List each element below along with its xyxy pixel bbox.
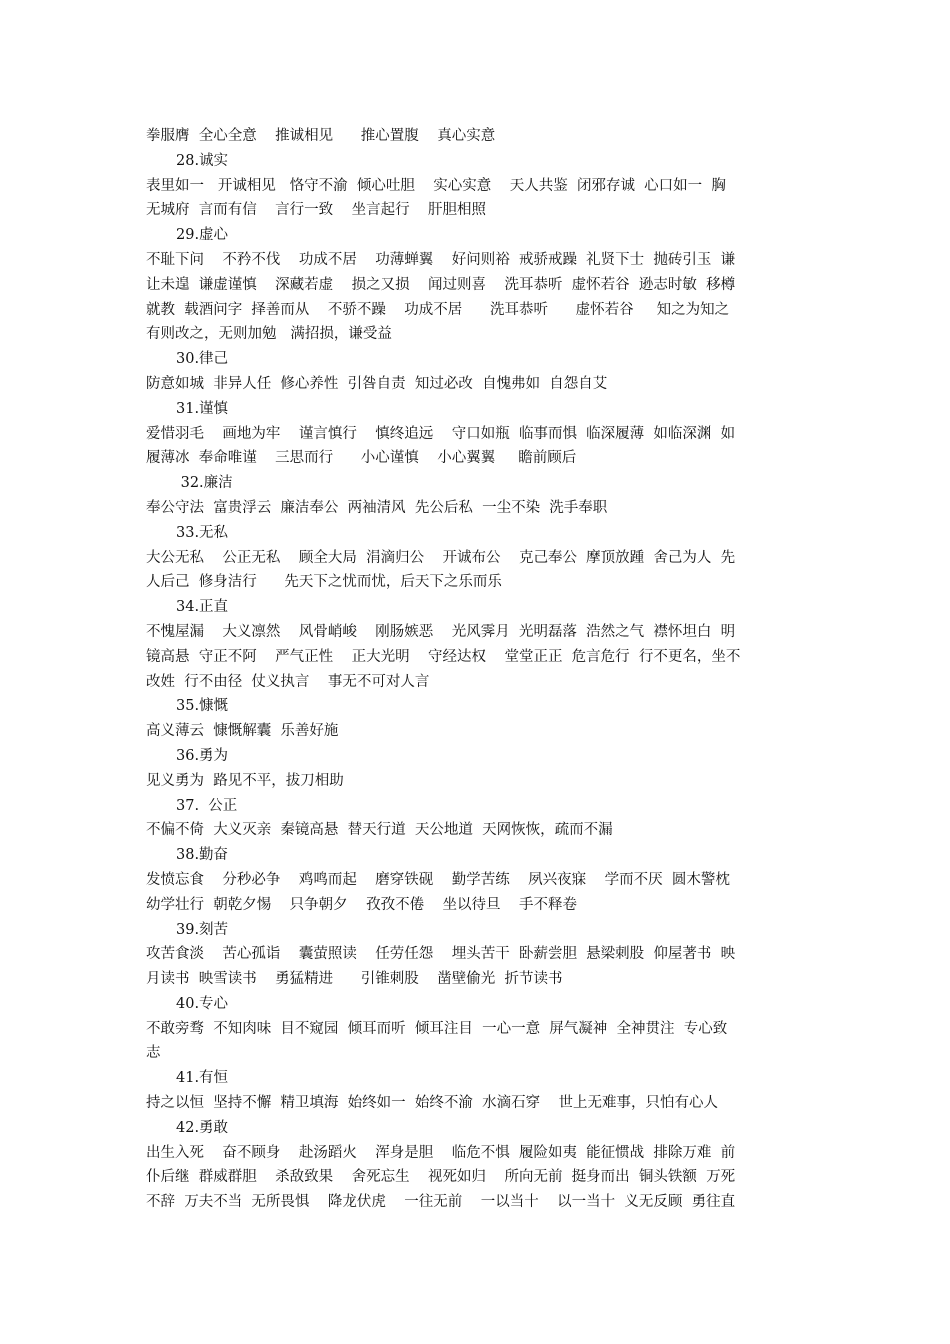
text-line: 月读书 映雪读书 勇猛精进 引锥刺股 凿壁偷光 折节读书: [146, 971, 563, 988]
text-line: 持之以恒 坚持不懈 精卫填海 始终如一 始终不渝 水滴石穿 世上无难事，只怕有心人: [146, 1095, 719, 1112]
text-line: 让未遑 谦虚谨慎 深藏若虚 损之又损 闻过则喜 洗耳恭听 虚怀若谷 逊志时敏 移樽: [146, 276, 736, 293]
section-heading: 30.律己: [176, 351, 229, 368]
section-heading: 31.谨慎: [176, 400, 229, 417]
section-heading: 28.诚实: [176, 152, 229, 169]
text-line: 就教 载酒问字 择善而从 不骄不躁 功成不居 洗耳恭听 虚怀若谷 知之为知之: [146, 301, 730, 318]
text-line: 爱惜羽毛 画地为牢 谨言慎行 慎终追远 守口如瓶 临事而惧 临深履薄 如临深渊 如: [146, 425, 736, 442]
section-heading: 36.勇为: [176, 747, 229, 764]
section-heading: 33.无私: [176, 524, 229, 541]
document-page: [146, 124, 811, 1215]
text-line: 有则改之，无则加勉 满招损，谦受益: [146, 326, 392, 343]
section-heading: 41.有恒: [176, 1070, 229, 1087]
section-heading: 37. 公正: [176, 797, 238, 814]
text-line: 表里如一 开诚相见 恪守不渝 倾心吐胆 实心实意 天人共鉴 闭邪存诚 心口如一 胸: [146, 177, 726, 194]
section-heading: 39.刻苦: [176, 921, 229, 938]
text-line: 出生入死 奋不顾身 赴汤蹈火 浑身是胆 临危不惧 履险如夷 能征惯战 排除万难 前: [146, 1144, 736, 1161]
text-line: 无城府 言而有信 言行一致 坐言起行 肝胆相照: [146, 202, 487, 219]
text-line: 不愧屋漏 大义凛然 风骨峭峻 刚肠嫉恶 光风霁月 光明磊落 浩然之气 襟怀坦白 明: [146, 623, 736, 640]
text-line: 攻苦食淡 苦心孤诣 囊萤照读 任劳任怨 埋头苦干 卧薪尝胆 悬梁刺股 仰屋著书 映: [146, 946, 736, 963]
text-line: 大公无私 公正无私 顾全大局 涓滴归公 开诚布公 克己奉公 摩顶放踵 舍己为人 先: [146, 549, 736, 566]
text-line: 镜高悬 守正不阿 严气正性 正大光明 守经达权 堂堂正正 危言危行 行不更名，坐不: [146, 648, 741, 665]
section-heading: 40.专心: [176, 995, 229, 1012]
text-line: 人后己 修身洁行 先天下之忧而忧，后天下之乐而乐: [146, 574, 502, 591]
section-heading: 29.虚心: [176, 227, 229, 244]
text-line: 不敢旁骛 不知肉味 目不窥园 倾耳而听 倾耳注目 一心一意 屏气凝神 全神贯注 专心致: [146, 1020, 728, 1037]
section-heading: 38.勤奋: [176, 847, 229, 864]
text-line: 仆后继 群威群胆 杀敌致果 舍死忘生 视死如归 所向无前 挺身而出 铜头铁额 万死: [146, 1169, 736, 1186]
text-line: 拳服膺 全心全意 推诚相见 推心置腹 真心实意: [146, 128, 496, 144]
text-line: 改姓 行不由径 仗义执言 事无不可对人言: [146, 673, 430, 690]
text-line: 不偏不倚 大义灭亲 秦镜高悬 替天行道 天公地道 天网恢恢，疏而不漏: [146, 822, 613, 839]
text-line: 不辞 万夫不当 无所畏惧 降龙伏虎 一往无前 一以当十 以一当十 义无反顾 勇往直: [146, 1194, 736, 1211]
text-line: 奉公守法 富贵浮云 廉洁奉公 两袖清风 先公后私 一尘不染 洗手奉职: [146, 499, 608, 516]
text-line: 防意如城 非异人任 修心养性 引咎自责 知过必改 自愧弗如 自怨自艾: [146, 375, 608, 392]
text-line: 履薄冰 奉命唯谨 三思而行 小心谨慎 小心翼翼 瞻前顾后: [146, 450, 577, 467]
text-line: 幼学壮行 朝乾夕惕 只争朝夕 孜孜不倦 坐以待旦 手不释卷: [146, 896, 577, 913]
section-heading: 42.勇敢: [176, 1119, 229, 1136]
text-line: 见义勇为 路见不平，拔刀相助: [146, 772, 344, 789]
section-heading: 35.慷慨: [176, 698, 229, 715]
section-heading: 32.廉洁: [176, 475, 233, 492]
text-line: 发愤忘食 分秒必争 鸡鸣而起 磨穿铁砚 勤学苦练 夙兴夜寐 学而不厌 圆木警枕: [146, 871, 730, 888]
text-line: 不耻下问 不矜不伐 功成不居 功薄蝉翼 好问则裕 戒骄戒躁 礼贤下士 抛砖引玉 谦: [146, 251, 736, 268]
text-line: 志: [146, 1045, 161, 1062]
section-heading: 34.正直: [176, 599, 229, 616]
text-line: 高义薄云 慷慨解囊 乐善好施: [146, 723, 339, 740]
